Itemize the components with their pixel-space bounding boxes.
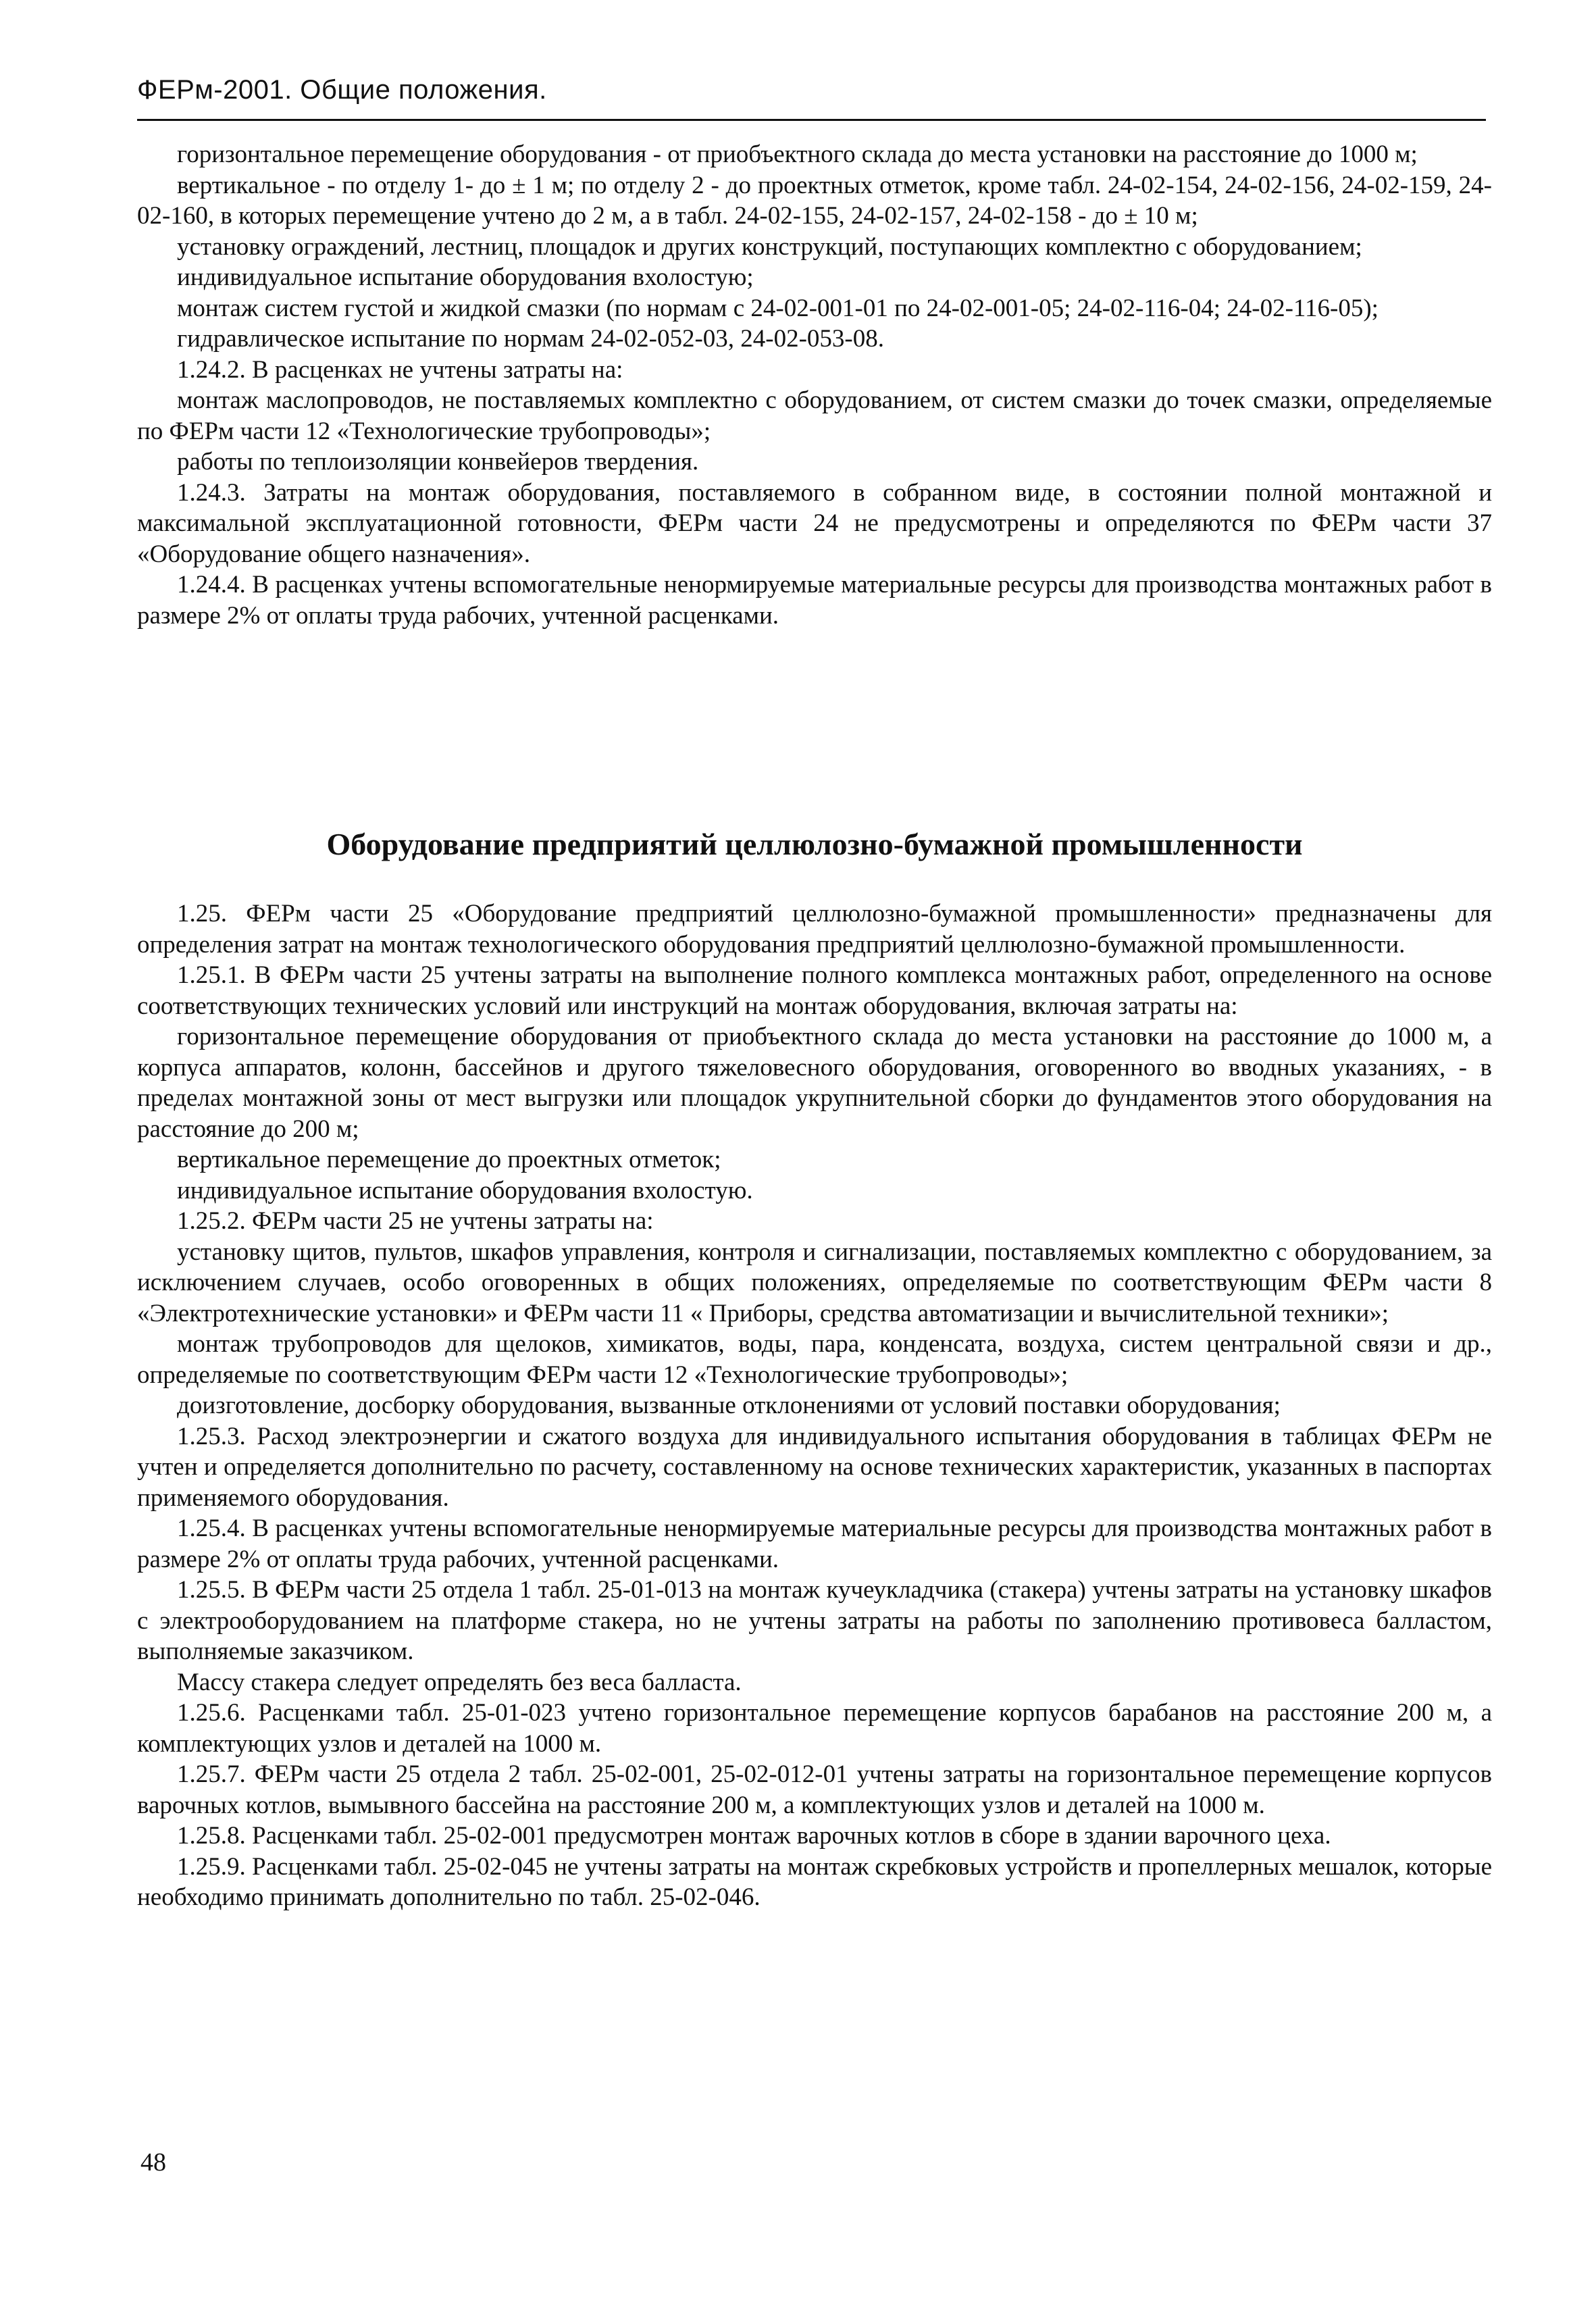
header-rule (137, 119, 1486, 121)
paragraph: монтаж систем густой и жидкой смазки (по нормам с 24-02-001-01 по 24-02-001-05; 24-02-116-04; 24-02-116-05); (177, 294, 1379, 322)
paragraph: 1.25.7. ФЕРм части 25 отдела 2 табл. 25-02-001, 25-02-012-01 учтены затраты на горизонтальное перемещение корпусов варочных котлов, вымывного бассейна на расстояние 200 м, а комплектующих узлов и деталей на 1000 м. (137, 1760, 1492, 1819)
section-1-body (137, 139, 1492, 631)
paragraph: 1.25.9. Расценками табл. 25-02-045 не учтены затраты на монтаж скребковых устройств и пропеллерных мешалок, которые необходимо принимать дополнительно по табл. 25-02-046. (137, 1852, 1492, 1911)
paragraph: установку щитов, пультов, шкафов управления, контроля и сигнализации, поставляемых комплектно с оборудованием, за исключением случаев, особо оговоренных в общих положениях, определяемые по соответствующим ФЕРм части 8 «Электротехнические установки» и ФЕРм части 11 « Приборы, средства автоматизации и вычислительной техники»; (137, 1238, 1492, 1327)
paragraph: работы по теплоизоляции конвейеров твердения. (177, 448, 699, 476)
paragraph: горизонтальное перемещение оборудования - от приобъектного склада до места установки на расстояние до 1000 м; (177, 141, 1418, 168)
paragraph: 1.25.6. Расценками табл. 25-01-023 учтено горизонтальное перемещение корпусов барабанов на расстояние 200 м, а комплектующих узлов и деталей на 1000 м. (137, 1699, 1492, 1758)
paragraph: 1.25.3. Расход электроэнергии и сжатого воздуха для индивидуального испытания оборудования в таблицах ФЕРм не учтен и определяется дополнительно по расчету, составленному на основе технических характеристик, указанных в паспортах применяемого оборудования. (137, 1422, 1492, 1512)
paragraph: 1.25. ФЕРм части 25 «Оборудование предприятий целлюлозно-бумажной промышленности» предназначены для определения затрат на монтаж технологического оборудования предприятий целлюлозно-бумажной промышленности. (137, 900, 1492, 959)
paragraph: 1.24.3. Затраты на монтаж оборудования, поставляемого в собранном виде, в состоянии полной монтажной и максимальной эксплуатационной готовности, ФЕРм части 24 не предусмотрены и определяются по ФЕРм части 37 «Оборудование общего назначения». (137, 478, 1492, 568)
running-header: ФЕРм-2001. Общие положения. (137, 75, 547, 105)
paragraph: Массу стакера следует определять без веса балласта. (177, 1668, 742, 1696)
paragraph: доизготовление, досборку оборудования, вызванные отклонениями от условий поставки оборудования; (177, 1392, 1281, 1419)
paragraph: индивидуальное испытание оборудования вхолостую. (177, 1176, 753, 1204)
paragraph: монтаж трубопроводов для щелоков, химикатов, воды, пара, конденсата, воздуха, систем центральной связи и др., определяемые по соответствующим ФЕРм части 12 «Технологические трубопроводы»; (137, 1330, 1492, 1389)
section-title: Оборудование предприятий целлюлозно-бумажной промышленности (326, 827, 1303, 861)
paragraph: гидравлическое испытание по нормам 24-02-052-03, 24-02-053-08. (177, 325, 884, 353)
paragraph: вертикальное перемещение до проектных отметок; (177, 1146, 721, 1173)
paragraph: индивидуальное испытание оборудования вхолостую; (177, 263, 754, 291)
paragraph: горизонтальное перемещение оборудования от приобъектного склада до места установки на расстояние до 1000 м, а корпуса аппаратов, колонн, бассейнов и другого тяжеловесного оборудования, оговоренного во вводных указаниях, - в пределах монтажной зоны от мест выгрузки или площадок укрупнительной сборки до фундаментов этого оборудования на расстояние до 200 м; (137, 1023, 1492, 1143)
paragraph: 1.25.1. В ФЕРм части 25 учтены затраты на выполнение полного комплекса монтажных работ, определенного на основе соответствующих технических условий или инструкций на монтаж оборудования, включая затраты на: (137, 961, 1492, 1020)
paragraph: 1.25.8. Расценками табл. 25-02-001 предусмотрен монтаж варочных котлов в сборе в здании варочного цеха. (177, 1822, 1331, 1850)
page-number: 48 (140, 2148, 166, 2177)
paragraph: вертикальное - по отделу 1- до ± 1 м; по отделу 2 - до проектных отметок, кроме табл. 24-02-154, 24-02-156, 24-02-159, 24-02-160, в которых перемещение учтено до 2 м, а в табл. 24-02-155, 24-02-157, 24-02-158 - до ± 10 м; (137, 171, 1492, 230)
section-2-body (137, 898, 1492, 1913)
paragraph: 1.24.4. В расценках учтены вспомогательные ненормируемые материальные ресурсы для производства монтажных работ в размере 2% от оплаты труда рабочих, учтенной расценками. (137, 571, 1492, 630)
paragraph: установку ограждений, лестниц, площадок и других конструкций, поступающих комплектно с оборудованием; (177, 232, 1362, 261)
paragraph: 1.25.4. В расценках учтены вспомогательные ненормируемые материальные ресурсы для производства монтажных работ в размере 2% от оплаты труда рабочих, учтенной расценками. (137, 1515, 1492, 1573)
paragraph: 1.25.2. ФЕРм части 25 не учтены затраты на: (177, 1207, 654, 1235)
paragraph: 1.25.5. В ФЕРм части 25 отдела 1 табл. 25-01-013 на монтаж кучеукладчика (стакера) учтены затраты на установку шкафов с электрооборудованием на платформе стакера, но не учтены затраты на работы по заполнению противовеса балластом, выполняемые заказчиком. (137, 1576, 1492, 1665)
paragraph: монтаж маслопроводов, не поставляемых комплектно с оборудованием, от систем смазки до точек смазки, определяемые по ФЕРм части 12 «Технологические трубопроводы»; (137, 386, 1492, 445)
paragraph: 1.24.2. В расценках не учтены затраты на: (177, 355, 623, 384)
